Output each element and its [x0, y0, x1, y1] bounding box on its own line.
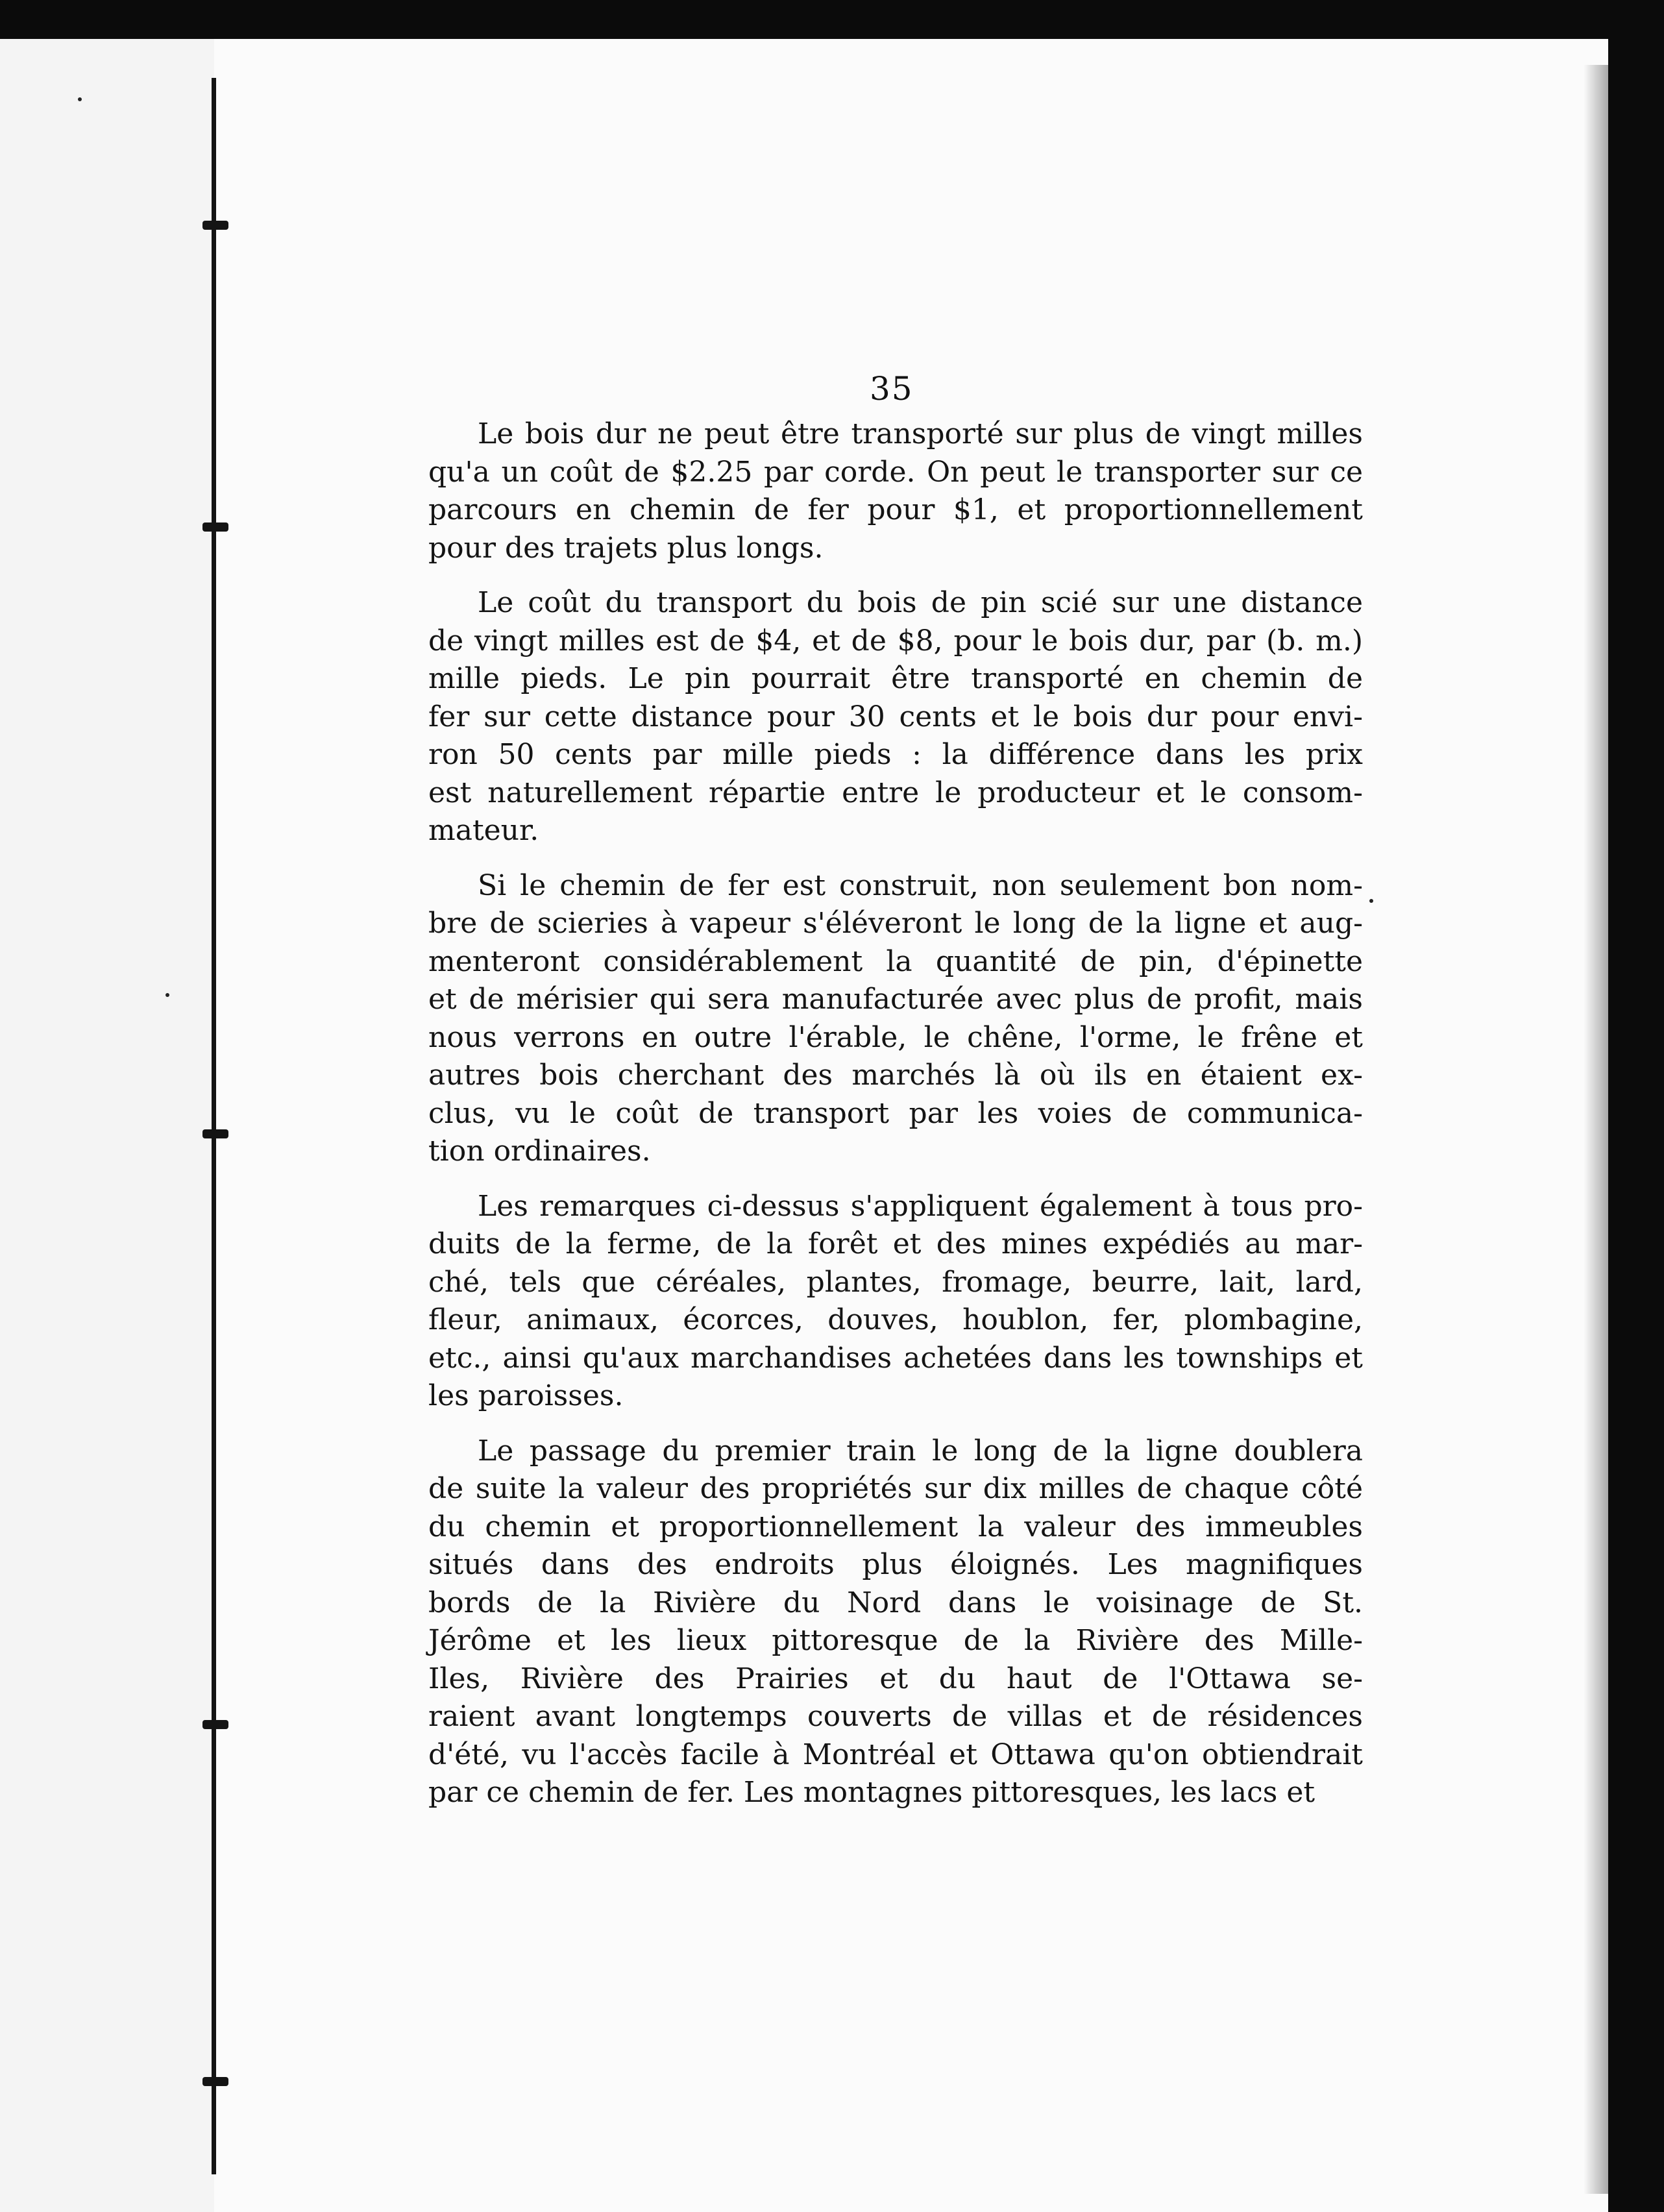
scan-speck — [165, 993, 169, 997]
text-line: ron 50 cents par mille pieds : la différence dans les prix — [428, 738, 1363, 771]
text-line: fer sur cette distance pour 30 cents et le bois dur pour envi- — [428, 700, 1363, 733]
text-line: Jérôme et les lieux pittoresque de la Rivière des Mille- — [428, 1624, 1363, 1657]
text-line: bre de scieries à vapeur s'éléveront le long de la ligne et aug- — [428, 907, 1363, 940]
binding-stitch-mark — [202, 1720, 228, 1729]
text-line: pour des trajets plus longs. — [428, 531, 824, 565]
binding-stitch-mark — [202, 2077, 228, 2086]
paragraph — [428, 584, 1363, 850]
text-line: clus, vu le coût de transport par les voies de communica- — [428, 1096, 1363, 1130]
text-line: par ce chemin de fer. Les montagnes pittoresques, les lacs et — [428, 1776, 1315, 1809]
text-line: fleur, animaux, écorces, douves, houblon, fer, plombagine, — [428, 1303, 1363, 1336]
paragraph — [428, 1432, 1363, 1812]
page-right-shadow — [1584, 65, 1609, 2194]
text-line: qu'a un coût de $2.25 par corde. On peut le transporter sur ce — [428, 455, 1363, 489]
text-line: autres bois cherchant des marchés là où ils en étaient ex- — [428, 1059, 1363, 1092]
scan-speck — [78, 97, 82, 101]
scan-speck — [1369, 899, 1373, 903]
text-line: Les remarques ci-dessus s'appliquent également à tous pro- — [478, 1189, 1363, 1223]
text-line: nous verrons en outre l'érable, le chêne, l'orme, le frêne et — [428, 1020, 1363, 1054]
body-text — [428, 415, 1363, 1829]
scan-right-border — [1608, 39, 1664, 2212]
binding-edge-line — [212, 78, 216, 2174]
text-line: duits de la ferme, de la forêt et des mines expédiés au mar- — [428, 1227, 1363, 1260]
text-line: situés dans des endroits plus éloignés. Les magnifiques — [428, 1548, 1363, 1581]
text-line: Le coût du transport du bois de pin scié sur une distance — [478, 586, 1363, 619]
text-line: mille pieds. Le pin pourrait être transporté en chemin de — [428, 662, 1363, 695]
page-gutter — [0, 39, 214, 2212]
text-line: tion ordinaires. — [428, 1135, 651, 1168]
text-line: mateur. — [428, 814, 539, 847]
binding-stitch-mark — [202, 221, 228, 230]
text-line: Le bois dur ne peut être transporté sur plus de vingt milles — [478, 417, 1363, 450]
paragraph — [428, 1188, 1363, 1416]
page-number: 35 — [870, 370, 914, 408]
binding-stitch-mark — [202, 522, 228, 532]
text-line: parcours en chemin de fer pour $1, et proportionnellement — [428, 493, 1363, 526]
text-line: et de mérisier qui sera manufacturée avec plus de profit, mais — [428, 983, 1363, 1016]
text-line: les paroisses. — [428, 1379, 624, 1412]
text-line: de suite la valeur des propriétés sur dix milles de chaque côté — [428, 1472, 1363, 1505]
text-line: menteront considérablement la quantité de pin, d'épinette — [428, 944, 1363, 978]
binding-stitch-mark — [202, 1129, 228, 1138]
text-line: bords de la Rivière du Nord dans le voisinage de St. — [428, 1586, 1363, 1619]
text-line: de vingt milles est de $4, et de $8, pour le bois dur, par (b. m.) — [428, 624, 1363, 657]
paragraph — [428, 867, 1363, 1171]
text-line: raient avant longtemps couverts de villas et de résidences — [428, 1700, 1363, 1733]
text-line: du chemin et proportionnellement la valeur des immeubles — [428, 1510, 1363, 1543]
text-line: Si le chemin de fer est construit, non seulement bon nom- — [478, 868, 1363, 902]
text-line: d'été, vu l'accès facile à Montréal et Ottawa qu'on obtiendrait — [428, 1738, 1363, 1771]
text-line: Le passage du premier train le long de la ligne doublera — [478, 1434, 1363, 1468]
text-line: etc., ainsi qu'aux marchandises achetées dans les townships et — [428, 1341, 1363, 1375]
paragraph — [428, 415, 1363, 567]
text-line: ché, tels que céréales, plantes, fromage, beurre, lait, lard, — [428, 1265, 1363, 1299]
text-line: Iles, Rivière des Prairies et du haut de l'Ottawa se- — [428, 1662, 1363, 1695]
text-line: est naturellement répartie entre le producteur et le consom- — [428, 776, 1363, 809]
